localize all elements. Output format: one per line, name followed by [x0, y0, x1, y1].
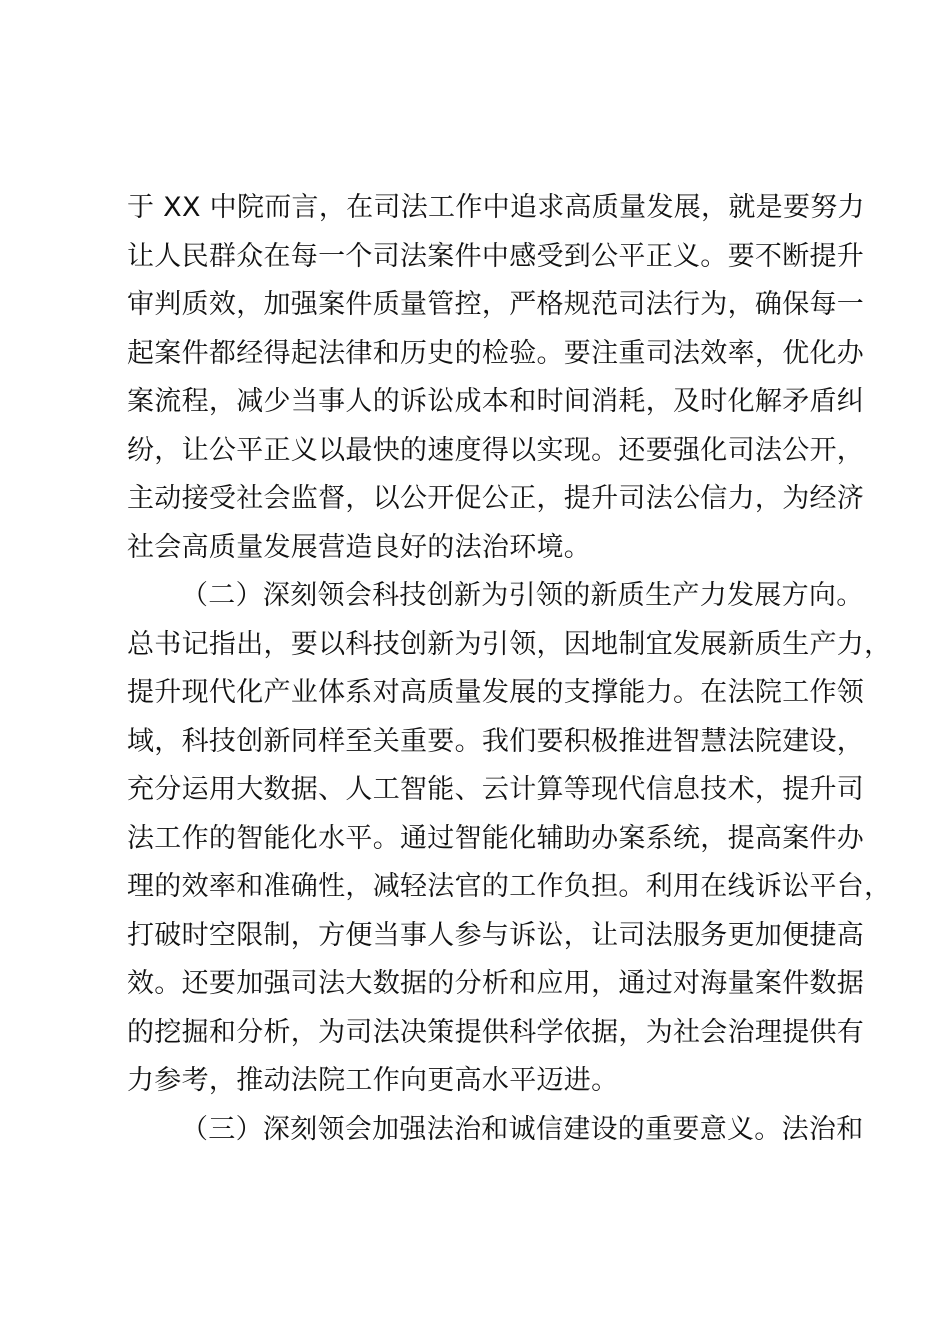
paragraph-line: 起案件都经得起法律和历史的检验。要注重司法效率，优化办 [127, 337, 865, 369]
paragraph-line: 效。还要加强司法大数据的分析和应用，通过对海量案件数据 [127, 968, 865, 999]
section-heading-line: （二）深刻领会科技创新为引领的新质生产力发展方向。 [181, 580, 864, 611]
paragraph-line: 于 XX 中院而言，在司法工作中追求高质量发展，就是要努力 [127, 192, 865, 223]
paragraph-line: 域，科技创新同样至关重要。我们要积极推进智慧法院建设， [127, 725, 865, 757]
paragraph-line: 提升现代化产业体系对高质量发展的支撑能力。在法院工作领 [127, 677, 865, 708]
paragraph-line: 纷，让公平正义以最快的速度得以实现。还要强化司法公开， [127, 434, 865, 466]
paragraph-line: 社会高质量发展营造良好的法治环境。 [127, 531, 592, 563]
paragraph-line: 法工作的智能化水平。通过智能化辅助办案系统，提高案件办 [127, 822, 865, 854]
paragraph-line: 理的效率和准确性，减轻法官的工作负担。利用在线诉讼平台， [127, 871, 892, 902]
paragraph-line: 力参考，推动法院工作向更高水平迈进。 [127, 1065, 619, 1096]
paragraph-line: 充分运用大数据、人工智能、云计算等现代信息技术，提升司 [127, 774, 865, 805]
paragraph-line: 的挖掘和分析，为司法决策提供科学依据，为社会治理提供有 [127, 1016, 865, 1048]
paragraph-line: 主动接受社会监督，以公开促公正，提升司法公信力，为经济 [127, 483, 865, 514]
paragraph-line: 打破时空限制，方便当事人参与诉讼，让司法服务更加便捷高 [127, 919, 865, 951]
body-text [127, 184, 892, 1154]
paragraph-line: 总书记指出，要以科技创新为引领，因地制宜发展新质生产力， [127, 628, 892, 660]
section-heading-line: （三）深刻领会加强法治和诚信建设的重要意义。法治和 [181, 1113, 864, 1145]
paragraph-line: 审判质效，加强案件质量管控，严格规范司法行为，确保每一 [127, 289, 865, 320]
paragraph-line: 案流程，减少当事人的诉讼成本和时间消耗，及时化解矛盾纠 [127, 386, 865, 417]
paragraph-line: 让人民群众在每一个司法案件中感受到公平正义。要不断提升 [127, 240, 865, 272]
